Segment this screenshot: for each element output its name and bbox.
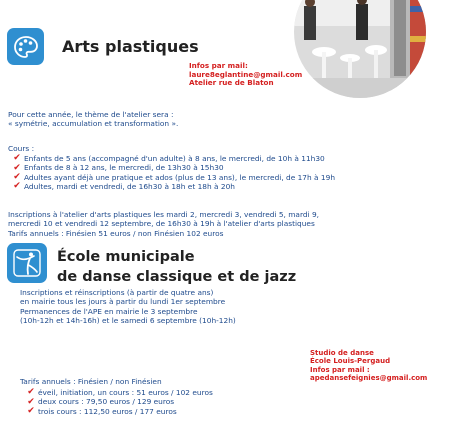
- danse-info-line: (10h-12h et 14h-16h) et le samedi 6 septembre (10h-12h): [20, 316, 236, 326]
- arts-title: Arts plastiques: [62, 37, 199, 56]
- tarif-text: trois cours : 112,50 euros / 177 euros: [38, 406, 177, 416]
- inscription-line: Tarifs annuels : Finésien 51 euros / non Finésien 102 euros: [8, 228, 224, 238]
- danse-title-line: École municipale: [57, 249, 195, 265]
- inscription-line: Inscriptions à l'atelier d'arts plastiques les mardi 2, mercredi 3, vendredi 5, mardi 9,: [8, 210, 320, 219]
- arts-inscriptions: [8, 210, 319, 238]
- inscription-line: mercredi 10 et vendredi 12 septembre, de 16h30 à 19h à l'atelier d'arts plastiques: [8, 219, 315, 229]
- arts-courses-heading: Cours :: [8, 144, 35, 153]
- danse-info-line: Permanences de l'APE en mairie le 3 septembre: [20, 306, 198, 316]
- list-item: [26, 397, 213, 406]
- arts-contact-label: Infos par mail:: [189, 61, 248, 70]
- arts-intro: [8, 110, 178, 129]
- danse-contact-line: Studio de danse: [310, 349, 374, 357]
- arts-intro-line: « symétrie, accumulation et transformation ».: [8, 119, 179, 129]
- atelier-photo: [292, 0, 428, 100]
- course-text: Adultes, mardi et vendredi, de 16h30 à 18h et 18h à 20h: [24, 182, 235, 192]
- course-text: Adultes ayant déjà une pratique et ados (plus de 13 ans), le mercredi, de 17h à 19h: [24, 172, 336, 182]
- course-text: Enfants de 8 à 12 ans, le mercredi, de 13h30 à 15h30: [24, 163, 224, 173]
- danse-info-line: Inscriptions et réinscriptions (à partir de quatre ans): [20, 288, 214, 297]
- checkmark-icon: ✔: [27, 387, 35, 398]
- list-item: [12, 173, 335, 182]
- course-text: Enfants de 5 ans (accompagné d'un adulte) à 8 ans, le mercredi, de 10h à 11h30: [24, 154, 325, 163]
- list-item: [12, 182, 335, 191]
- danse-tarifs-list: [26, 388, 213, 416]
- danse-contact: [310, 349, 427, 382]
- arts-palette-icon: [7, 28, 44, 65]
- danse-info-line: en mairie tous les jours à partir du lundi 1er septembre: [20, 297, 226, 307]
- danse-contact-line: École Louis-Pergaud: [310, 357, 391, 366]
- checkmark-icon: ✔: [13, 162, 21, 173]
- danse-title-line: de danse classique et de jazz: [57, 269, 297, 285]
- dancer-icon: [12, 248, 42, 278]
- list-item: [26, 388, 213, 397]
- list-item: [26, 407, 213, 416]
- list-item: [12, 154, 335, 163]
- danse-title: [57, 247, 296, 287]
- danse-contact-line: Infos par mail :: [310, 365, 370, 374]
- arts-contact: [189, 62, 302, 88]
- checkmark-icon: ✔: [13, 181, 21, 192]
- arts-contact-address: Atelier rue de Blaton: [189, 78, 274, 87]
- arts-contact-email[interactable]: laure8eglantine@gmail.com: [189, 69, 303, 79]
- checkmark-icon: ✔: [13, 153, 21, 164]
- list-item: [12, 163, 335, 172]
- tarif-text: deux cours : 79,50 euros / 129 euros: [38, 397, 175, 407]
- tarif-text: éveil, initiation, un cours : 51 euros / 102 euros: [38, 388, 213, 397]
- arts-courses-list: [12, 154, 335, 192]
- arts-intro-line: Pour cette année, le thème de l'atelier sera :: [8, 110, 174, 119]
- checkmark-icon: ✔: [27, 406, 35, 417]
- danse-tarifs-heading: Tarifs annuels : Finésien / non Finésien: [20, 377, 162, 386]
- checkmark-icon: ✔: [13, 172, 21, 183]
- danse-info: [20, 288, 236, 326]
- palette-icon: [13, 34, 39, 60]
- checkmark-icon: ✔: [27, 396, 35, 407]
- danse-dancer-icon: [7, 243, 47, 283]
- danse-contact-email[interactable]: apedansefeignies@gmail.com: [310, 373, 428, 382]
